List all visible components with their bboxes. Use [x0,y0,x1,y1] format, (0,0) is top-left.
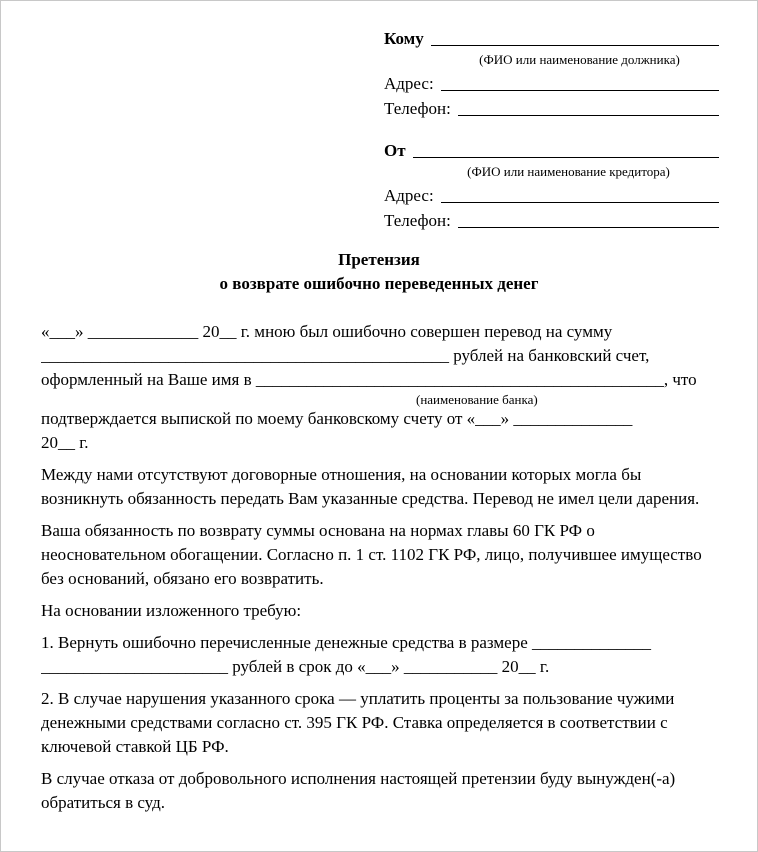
recipient-phone-blank [458,115,719,116]
document-title [1,248,757,296]
paragraph-demand-intro: На основании изложенного требую: [41,601,302,620]
paragraph-transfer-details [41,320,719,455]
paragraph-no-contract: Между нами отсутствуют договорные отношения, на основании которых могла бы возникнуть обязанность передать Вам указанные средства. Перевод не имел цели дарения. [41,465,700,508]
text-line: оформленный на Ваше имя в ________________________________________________, что [41,370,697,389]
text-line: «___» _____________ 20__ г. мною был ошибочно совершен перевод на сумму [41,322,613,341]
paragraph-court-warning: В случае отказа от добровольного исполнения настоящей претензии буду вынужден(-а) обратиться в суд. [41,769,676,812]
text-line: ______________________ рублей в срок до «___» ___________ 20__ г. [41,657,550,676]
sender-phone-row [384,207,719,232]
sender-address-label: Адрес: [384,186,434,205]
sender-block [384,137,719,232]
document-header [1,1,757,232]
recipient-block [384,25,719,120]
text-line: 20__ г. [41,433,89,452]
text-line: 1. Вернуть ошибочно перечисленные денежные средства в размере ______________ [41,633,651,652]
sender-label: От [384,141,406,160]
sender-address-blank [441,202,719,203]
recipient-address-label: Адрес: [384,74,434,93]
recipient-name-blank [431,45,719,46]
text-line: ________________________________________________ рублей на банковский счет, [41,346,650,365]
recipient-address-row [384,70,719,95]
sender-name-blank [413,157,719,158]
recipient-caption: (ФИО или наименование должника) [479,52,680,67]
sender-phone-blank [458,227,719,228]
title-line-1: Претензия [338,250,420,269]
sender-address-row [384,182,719,207]
sender-name-row [384,137,719,162]
recipient-label: Кому [384,29,424,48]
sender-caption: (ФИО или наименование кредитора) [467,164,670,179]
recipient-phone-label: Телефон: [384,99,451,118]
demand-item-1 [41,631,719,679]
recipient-name-row [384,25,719,50]
recipient-address-blank [441,90,719,91]
sender-phone-label: Телефон: [384,211,451,230]
bank-name-caption: (наименование банка) [416,392,538,407]
text-line: подтверждается выпиской по моему банковскому счету от «___» ______________ [41,409,633,428]
recipient-phone-row [384,95,719,120]
title-line-2: о возврате ошибочно переведенных денег [219,274,539,293]
paragraph-legal-basis: Ваша обязанность по возврату суммы основана на нормах главы 60 ГК РФ о неосновательном обогащении. Согласно п. 1 ст. 1102 ГК РФ, лицо, получившее имущество без оснований, обязано его возвратить. [41,521,702,588]
document-body [1,296,757,815]
demand-item-2: 2. В случае нарушения указанного срока — уплатить проценты за пользование чужими денежными средствами согласно ст. 395 ГК РФ. Ставка определяется в соответствии с ключевой ставкой ЦБ РФ. [41,689,675,756]
